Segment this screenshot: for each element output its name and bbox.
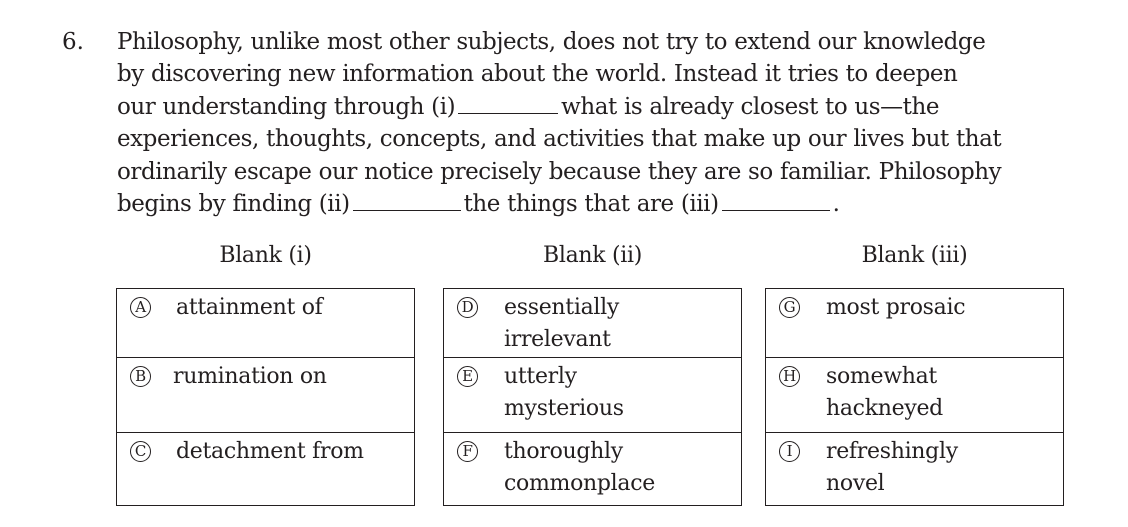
option-text [826,292,965,324]
option-line: rumination on [173,364,327,389]
option-line: irrelevant [504,327,611,352]
option-e[interactable] [444,357,741,432]
option-line: refreshingly [826,439,958,464]
option-line: thoroughly [504,439,623,464]
option-line: attainment of [176,295,323,320]
stem-line [117,58,1102,90]
option-a[interactable] [117,289,414,357]
blank-i-options [116,288,415,506]
option-text [504,436,655,500]
option-letter-circle: D [457,297,478,318]
option-text [826,436,958,500]
option-letter-circle: F [457,441,478,462]
stem-text: what is already closest to us—the [561,93,939,120]
stem-text: experiences, thoughts, concepts, and activities that make up our lives but that [117,126,1002,153]
option-text [173,361,327,393]
option-letter-circle: C [130,441,151,462]
option-line: commonplace [504,471,655,496]
stem-line [117,123,1102,155]
question-number: 6. [62,29,84,55]
option-i[interactable] [766,432,1063,504]
stem-text: the things that are (iii) [463,191,719,218]
option-line: essentially [504,295,619,320]
option-letter-circle: E [457,366,478,387]
option-letter-circle: A [130,297,151,318]
blank-i-line [458,91,558,114]
blank-iii-header: Blank (iii) [861,243,968,268]
blank-ii-line [353,188,461,211]
blank-iii-line [722,188,830,211]
option-b[interactable] [117,357,414,432]
blank-iii-options [765,288,1064,506]
stem-text: . [832,191,840,218]
option-c[interactable] [117,432,414,504]
stem-line [117,188,1102,220]
stem-text: ordinarily escape our notice precisely because they are so familiar. Philosophy [117,158,1002,185]
option-line: mysterious [504,396,624,421]
option-h[interactable] [766,357,1063,432]
option-text [826,361,943,425]
option-line: novel [826,471,885,496]
option-letter-circle: G [779,297,800,318]
option-line: detachment from [176,439,364,464]
stem-text: Philosophy, unlike most other subjects, does not try to extend our knowledge [117,29,986,55]
option-letter-circle: B [130,366,151,387]
stem-line [117,91,1102,123]
question-stem [117,26,1102,220]
option-line: utterly [504,364,577,389]
stem-text: begins by finding (ii) [117,191,350,218]
option-line: most prosaic [826,295,966,320]
stem-line [117,156,1102,188]
blank-ii-header: Blank (ii) [542,243,643,268]
option-letter-circle: H [779,366,800,387]
blank-ii-options [443,288,742,506]
stem-text: by discovering new information about the world. Instead it tries to deepen [117,61,958,88]
option-text [176,436,364,468]
stem-line [117,26,1102,58]
option-letter-circle: I [779,441,800,462]
option-text [176,292,323,324]
option-f[interactable] [444,432,741,504]
option-text [504,361,624,425]
option-text [504,292,619,356]
stem-text: our understanding through (i) [117,93,456,120]
option-line: somewhat [826,364,937,389]
option-line: hackneyed [826,396,943,421]
option-d[interactable] [444,289,741,357]
blank-i-header: Blank (i) [219,243,312,268]
option-g[interactable] [766,289,1063,357]
